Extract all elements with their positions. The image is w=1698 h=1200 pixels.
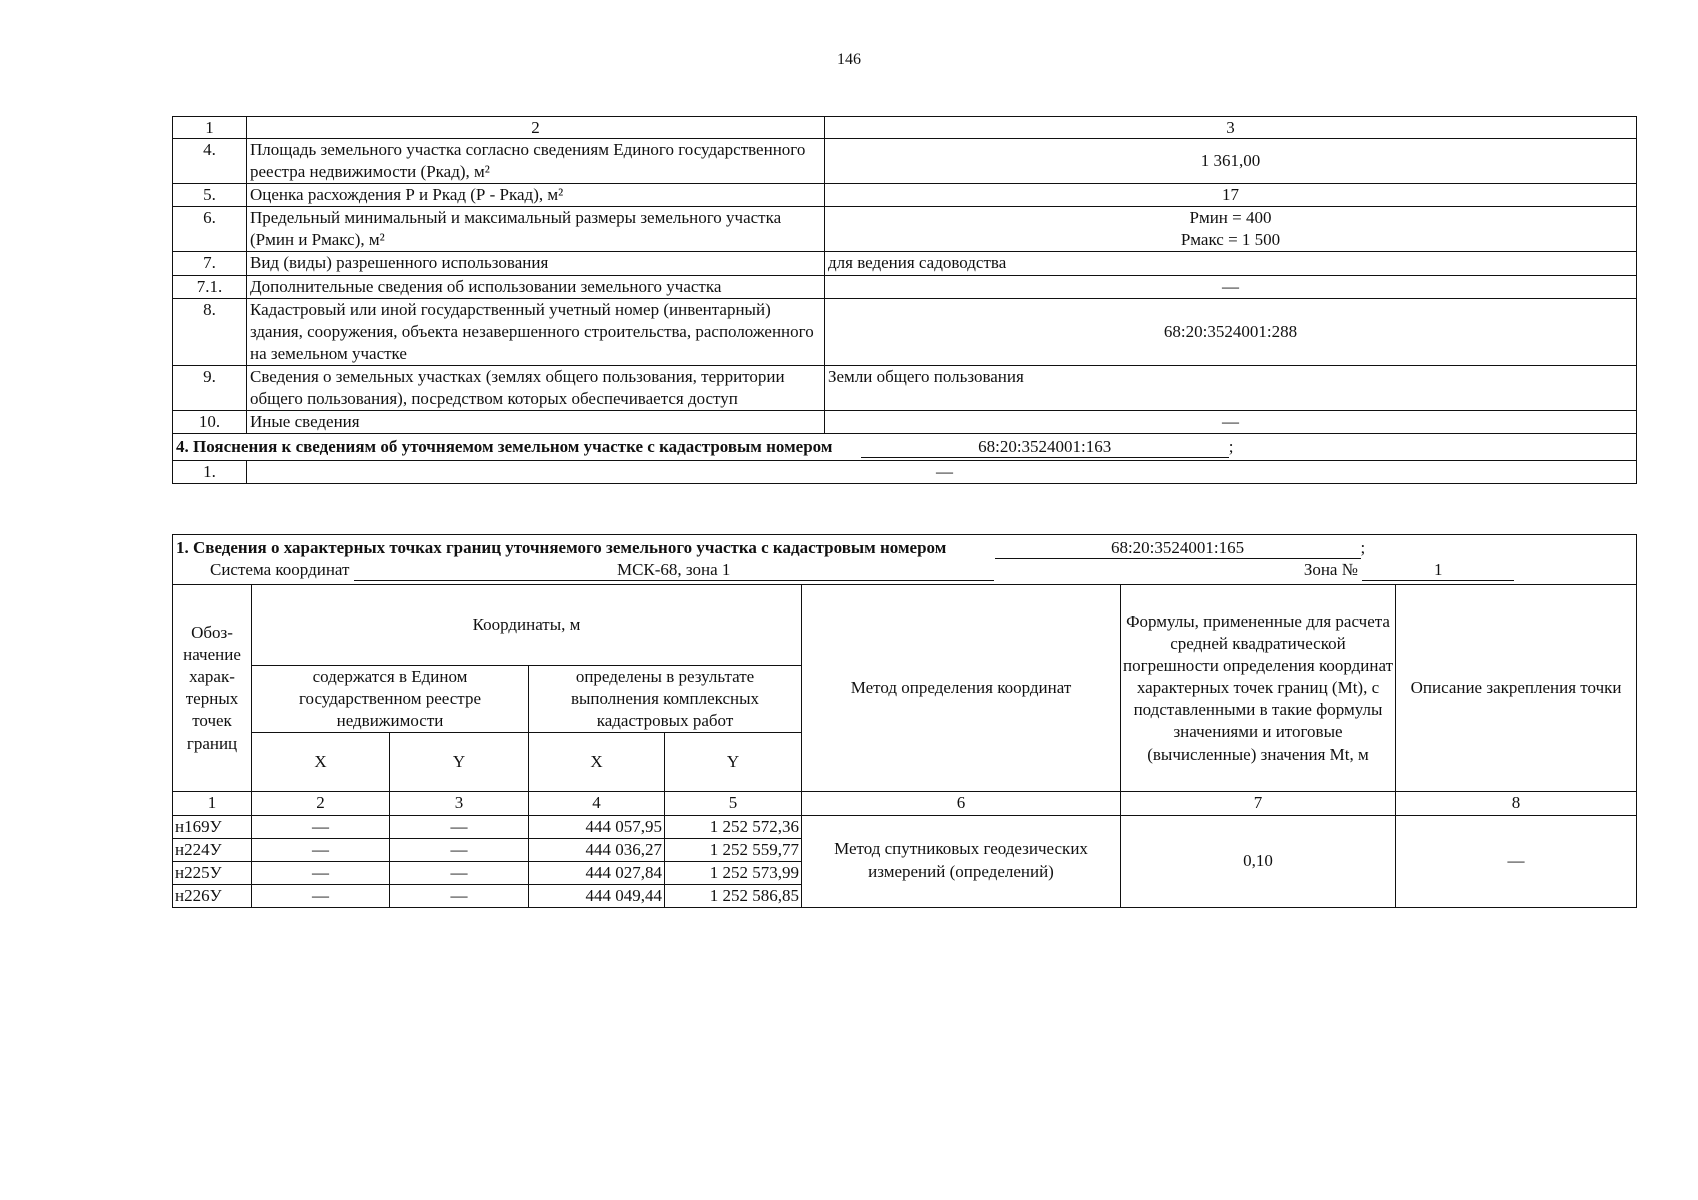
- info-row: [173, 411, 1637, 434]
- y-header: Y: [390, 733, 529, 792]
- points-heading: 1. Сведения о характерных точках границ уточняемого земельного участка с кадастровым номером: [176, 538, 947, 557]
- y-header: Y: [665, 733, 802, 792]
- page-number: 146: [837, 51, 861, 68]
- zone-label: Зона №: [1303, 560, 1358, 580]
- coordinates-header: Координаты, м: [252, 585, 802, 666]
- row-number: 4.: [173, 139, 247, 184]
- determined-header: определены в результате выполнения комплексных кадастровых работ: [529, 666, 802, 733]
- info-row: [173, 252, 1637, 275]
- row-value: [825, 207, 1637, 252]
- row-label: Иные сведения: [247, 411, 825, 434]
- column-number: 6: [802, 792, 1121, 815]
- info-row: [173, 139, 1637, 184]
- boundary-points-table: [172, 534, 1637, 908]
- points-cadastral-number: 68:20:3524001:165: [995, 538, 1361, 559]
- info-row: [173, 365, 1637, 410]
- point-registry-y: —: [390, 884, 529, 907]
- point-registry-x: —: [252, 861, 390, 884]
- column-number: 1: [173, 117, 247, 139]
- point-registry-y: —: [390, 838, 529, 861]
- points-heading-row: [173, 535, 1637, 585]
- row-value: 1 361,00: [825, 139, 1637, 184]
- fixing-value: —: [1396, 815, 1637, 907]
- row-number: 8.: [173, 298, 247, 365]
- point-name: н225У: [173, 861, 252, 884]
- row-value: для ведения садоводства: [825, 252, 1637, 275]
- parcel-info-table: [172, 116, 1637, 484]
- point-name: н224У: [173, 838, 252, 861]
- explanations-heading: 4. Пояснения к сведениям об уточняемом земельном участке с кадастровым номером: [176, 437, 833, 457]
- point-y: 1 252 573,99: [665, 861, 802, 884]
- row-number: 9.: [173, 365, 247, 410]
- explanations-heading-row: [173, 434, 1637, 461]
- info-row: [173, 207, 1637, 252]
- points-header-row-1: [173, 585, 1637, 666]
- info-row: [173, 184, 1637, 207]
- row-number: 5.: [173, 184, 247, 207]
- column-number: 5: [665, 792, 802, 815]
- row-label: Площадь земельного участка согласно сведениям Единого государственного реестра недвижимости (Ркад), м²: [247, 139, 825, 184]
- row-label: Дополнительные сведения об использовании земельного участка: [247, 275, 825, 298]
- row-value: —: [825, 275, 1637, 298]
- explanations-value: —: [936, 462, 953, 482]
- point-registry-y: —: [390, 861, 529, 884]
- row-number: 6.: [173, 207, 247, 252]
- x-header: X: [252, 733, 390, 792]
- point-registry-x: —: [252, 884, 390, 907]
- min-size-value: Рмин = 400: [1189, 208, 1272, 228]
- zone-value: 1: [1362, 560, 1514, 581]
- coord-system-value: МСК-68, зона 1: [354, 560, 994, 581]
- column-number: 2: [247, 117, 825, 139]
- point-x: 444 049,44: [529, 884, 665, 907]
- column-number: 8: [1396, 792, 1637, 815]
- point-y: 1 252 586,85: [665, 884, 802, 907]
- row-number: 10.: [173, 411, 247, 434]
- method-header: Метод определения координат: [802, 585, 1121, 792]
- column-number: 3: [390, 792, 529, 815]
- row-number: 1.: [173, 461, 247, 484]
- points-suffix: ;: [1360, 538, 1366, 557]
- point-y: 1 252 559,77: [665, 838, 802, 861]
- row-label: Вид (виды) разрешенного использования: [247, 252, 825, 275]
- column-number: 4: [529, 792, 665, 815]
- max-size-value: Рмакс = 1 500: [1180, 230, 1281, 250]
- point-registry-y: —: [390, 815, 529, 838]
- point-registry-x: —: [252, 815, 390, 838]
- designation-header: Обоз-начение харак-терных точек границ: [173, 585, 252, 792]
- in-registry-header: содержатся в Едином государственном реестре недвижимости: [252, 666, 529, 733]
- row-number: 7.1.: [173, 275, 247, 298]
- column-number-row: [173, 117, 1637, 139]
- method-value: Метод спутниковых геодезических измерений (определений): [802, 815, 1121, 907]
- row-value: 68:20:3524001:288: [825, 298, 1637, 365]
- row-label: Оценка расхождения Р и Ркад (Р - Ркад), м²: [247, 184, 825, 207]
- points-column-number-row: [173, 792, 1637, 815]
- column-number: 2: [252, 792, 390, 815]
- row-value: —: [825, 411, 1637, 434]
- explanations-row: [173, 461, 1637, 484]
- info-row: [173, 275, 1637, 298]
- column-number: 7: [1121, 792, 1396, 815]
- point-x: 444 057,95: [529, 815, 665, 838]
- point-x: 444 036,27: [529, 838, 665, 861]
- column-number: 3: [825, 117, 1637, 139]
- formulas-header: Формулы, примененные для расчета средней квадратической погрешности определения координат характерных точек границ (Mt), с подставленными в такие формулы значениями и итоговые (вычисленные) значения Mt, м: [1121, 585, 1396, 792]
- x-header: X: [529, 733, 665, 792]
- point-name: н226У: [173, 884, 252, 907]
- explanations-cadastral-number: 68:20:3524001:163: [861, 437, 1229, 458]
- row-value: Земли общего пользования: [825, 365, 1637, 410]
- row-value: 17: [825, 184, 1637, 207]
- point-row: [173, 815, 1637, 838]
- row-label: Предельный минимальный и максимальный размеры земельного участка (Рмин и Рмакс), м²: [247, 207, 825, 252]
- point-registry-x: —: [252, 838, 390, 861]
- coord-system-label: Система координат: [210, 560, 350, 580]
- mt-value: 0,10: [1121, 815, 1396, 907]
- row-label: Сведения о земельных участках (землях общего пользования, территории общего пользования), посредством которых обеспечивается доступ: [247, 365, 825, 410]
- row-label: Кадастровый или иной государственный учетный номер (инвентарный) здания, сооружения, объекта незавершенного строительства, расположенного на земельном участке: [247, 298, 825, 365]
- info-row: [173, 298, 1637, 365]
- point-x: 444 027,84: [529, 861, 665, 884]
- fixing-header: Описание закрепления точки: [1396, 585, 1637, 792]
- point-name: н169У: [173, 815, 252, 838]
- row-number: 7.: [173, 252, 247, 275]
- point-y: 1 252 572,36: [665, 815, 802, 838]
- column-number: 1: [173, 792, 252, 815]
- explanations-suffix: ;: [1228, 437, 1234, 457]
